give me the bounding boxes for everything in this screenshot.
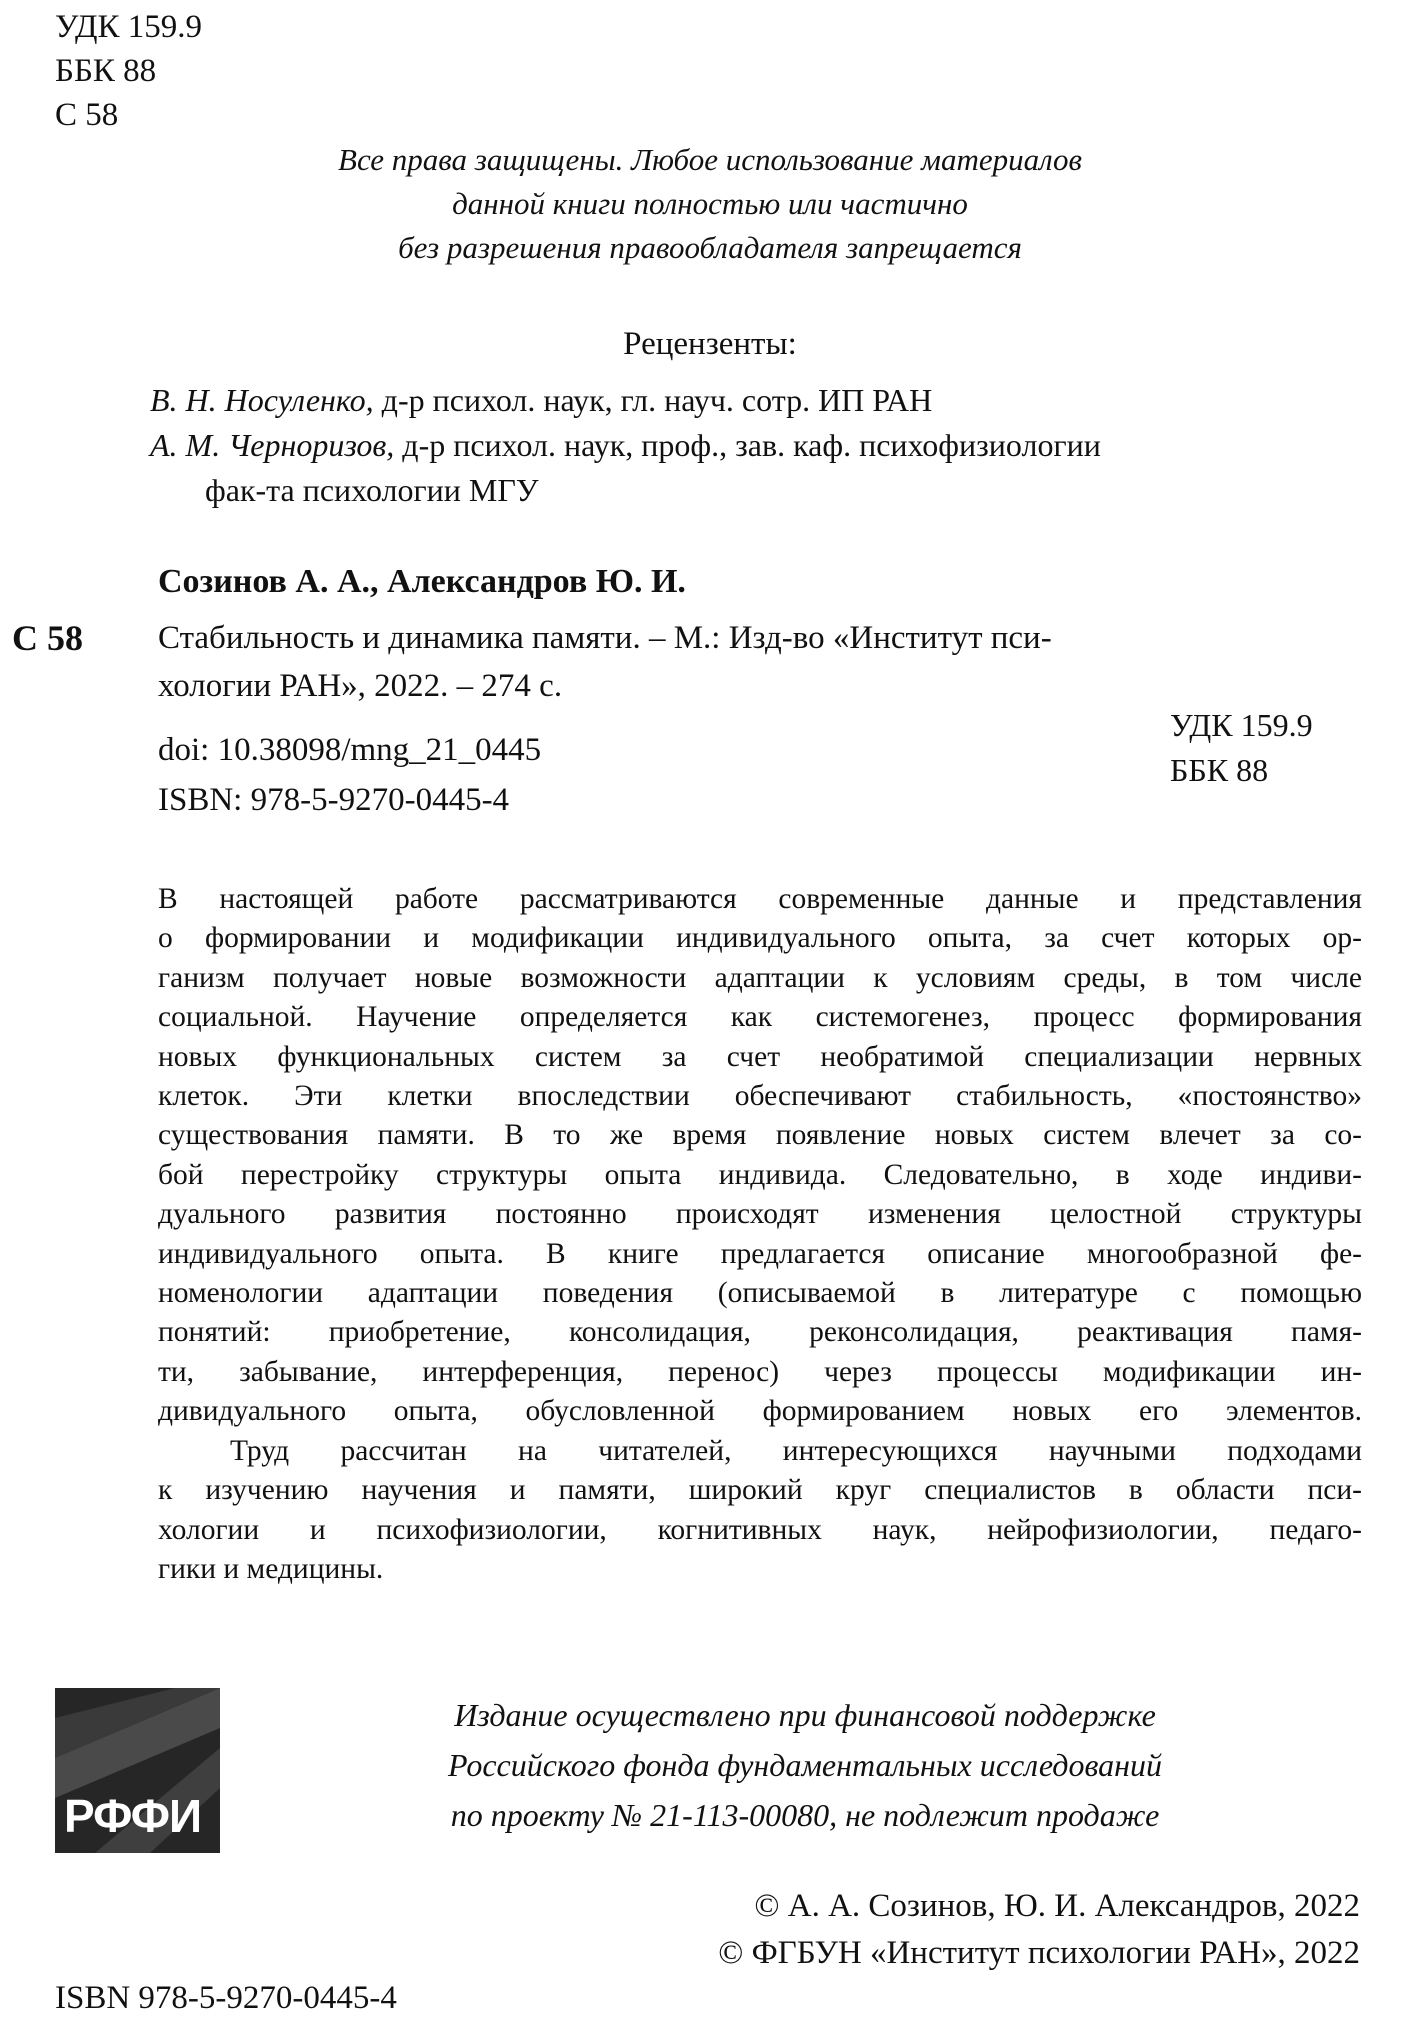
abstract-line: существования памяти. В то же время появление новых систем влечет за со- (158, 1119, 1362, 1152)
abstract-line: о формировании и модификации индивидуального опыта, за счет которых ор- (158, 922, 1362, 955)
reviewer-name: В. Н. Носуленко, (150, 382, 374, 418)
abstract-line: Труд рассчитан на читателей, интересующихся научными подходами (230, 1434, 1362, 1467)
abstract-line: индивидуального опыта. В книге предлагается описание многообразной фе- (158, 1237, 1362, 1270)
author-mark: С 58 (55, 97, 119, 133)
top-classification-codes (55, 5, 202, 137)
book-doi: doi: 10.38098/mng_21_0445 (158, 732, 542, 768)
abstract-line: номенологии адаптации поведения (описываемой в литературе с помощью (158, 1277, 1362, 1310)
abstract-line: новых функциональных систем за счет необратимой специализации нервных (158, 1040, 1362, 1073)
abstract-line: социальной. Научение определяется как системогенез, процесс формирования (158, 1001, 1362, 1034)
abstract-line: понятий: приобретение, консолидация, реконсолидация, реактивация памя- (158, 1316, 1362, 1349)
abstract-line: В настоящей работе рассматриваются современные данные и представления (158, 883, 1362, 915)
reviewers-title: Рецензенты: (623, 326, 797, 362)
rights-line: данной книги полностью или частично (452, 186, 968, 221)
funding-line: Российского фонда фундаментальных исследований (447, 1747, 1163, 1783)
author-mark-large: С 58 (12, 618, 83, 658)
rffi-logo (55, 1688, 220, 1853)
abstract-line: дивидуального опыта, обусловленной формированием новых его элементов. (158, 1395, 1362, 1428)
abstract-line: ти, забывание, интерференция, перенос) через процессы модификации ин- (158, 1355, 1362, 1388)
reviewer-details: д-р психол. наук, проф., зав. каф. психофизиологии (394, 427, 1101, 463)
copyright-line: © ФГБУН «Институт психологии РАН», 2022 (718, 1935, 1360, 1971)
funding-statement (330, 1690, 1280, 1840)
rights-line: Все права защищены. Любое использование материалов (338, 142, 1082, 177)
abstract-line: бой перестройку структуры опыта индивида. Следовательно, в ходе индиви- (158, 1158, 1362, 1191)
abstract-line: к изучению научения и памяти, широкий круг специалистов в области пси- (158, 1474, 1362, 1507)
funding-line: по проекту № 21-113-00080, не подлежит продаже (450, 1797, 1160, 1833)
abstract-line: ганизм получает новые возможности адаптации к условиям среды, в том числе (158, 961, 1362, 994)
reviewer-continuation: фак-та психологии МГУ (205, 472, 539, 508)
abstract-line: гики и медицины. (158, 1552, 384, 1585)
abstract-line: дуального развития постоянно происходят изменения целостной структуры (158, 1198, 1362, 1231)
rffi-logo-text: РФФИ (64, 1790, 202, 1842)
book-description: Стабильность и динамика памяти. – М.: Изд-во «Институт пси- (158, 620, 1052, 656)
book-isbn: ISBN: 978-5-9270-0445-4 (158, 782, 510, 818)
abstract-line: хологии и психофизиологии, когнитивных наук, нейрофизиологии, педаго- (158, 1513, 1362, 1546)
udk-code: УДК 159.9 (55, 9, 203, 45)
udk-code-right: УДК 159.9 (1170, 707, 1313, 743)
copyright-line: © А. А. Созинов, Ю. И. Александров, 2022 (754, 1888, 1360, 1924)
reviewer-name: А. М. Черноризов, (150, 427, 395, 463)
bbk-code-right: ББК 88 (1170, 752, 1269, 788)
reviewer-entry (150, 423, 1101, 467)
abstract-line: клеток. Эти клетки впоследствии обеспечивают стабильность, «постоянство» (158, 1080, 1362, 1113)
bbk-code: ББК 88 (55, 53, 157, 89)
rights-notice (160, 138, 1260, 270)
abstract (158, 880, 1362, 1589)
isbn-bottom: ISBN 978-5-9270-0445-4 (55, 1980, 397, 2016)
book-description: хологии РАН», 2022. – 274 с. (158, 668, 563, 704)
book-authors: Созинов А. А., Александров Ю. И. (158, 563, 686, 600)
funding-line: Издание осуществлено при финансовой поддержке (454, 1697, 1156, 1733)
rights-line: без разрешения правообладателя запрещается (398, 230, 1022, 265)
reviewer-details: д-р психол. наук, гл. науч. сотр. ИП РАН (373, 382, 933, 418)
reviewer-entry (150, 378, 932, 422)
